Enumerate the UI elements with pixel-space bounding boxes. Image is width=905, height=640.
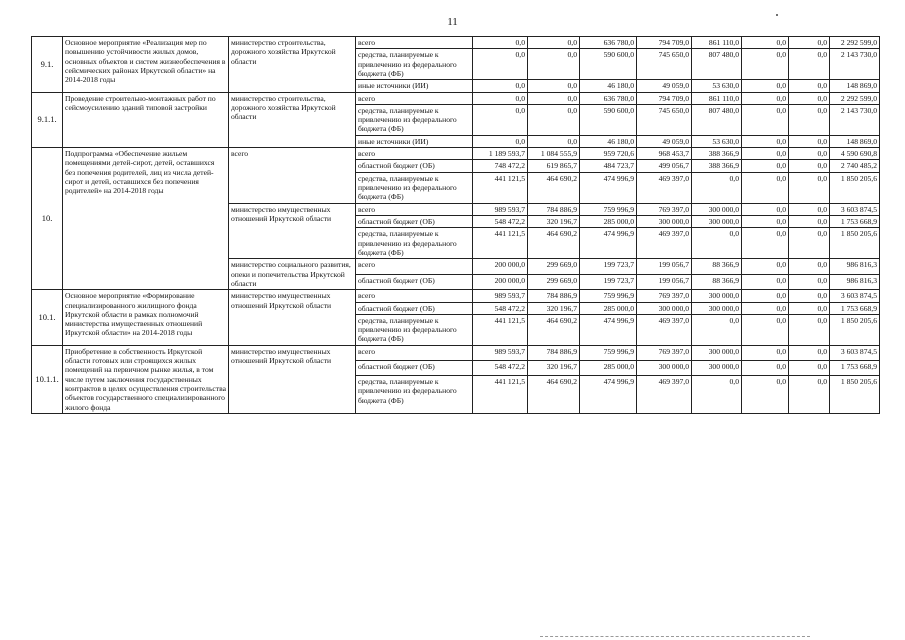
amount-cell: 636 780,0 bbox=[580, 92, 637, 104]
amount-cell: 0,0 bbox=[789, 345, 830, 360]
amount-cell: 0,0 bbox=[789, 259, 830, 274]
amount-cell: 968 453,7 bbox=[637, 148, 692, 160]
amount-cell: 320 196,7 bbox=[528, 216, 580, 228]
amount-cell: 2 143 730,0 bbox=[830, 104, 880, 135]
amount-cell: 3 603 874,5 bbox=[830, 203, 880, 215]
amount-cell: 548 472,2 bbox=[473, 360, 528, 375]
funding-source: средства, планируемые к привлечению из федерального бюджета (ФБ) bbox=[356, 104, 473, 135]
amount-cell: 441 121,5 bbox=[473, 228, 528, 259]
amount-cell: 300 000,0 bbox=[692, 203, 742, 215]
amount-cell: 548 472,2 bbox=[473, 216, 528, 228]
amount-cell: 0,0 bbox=[789, 314, 830, 345]
funding-source: средства, планируемые к привлечению из федерального бюджета (ФБ) bbox=[356, 314, 473, 345]
amount-cell: 148 869,0 bbox=[830, 80, 880, 92]
amount-cell: 441 121,5 bbox=[473, 172, 528, 203]
amount-cell: 0,0 bbox=[692, 375, 742, 413]
amount-cell: 0,0 bbox=[473, 37, 528, 49]
measure-name: Проведение строительно-монтажных работ по сейсмоусилению зданий типовой застройки bbox=[63, 92, 229, 148]
amount-cell: 0,0 bbox=[528, 49, 580, 80]
amount-cell: 0,0 bbox=[742, 290, 789, 302]
amount-cell: 0,0 bbox=[789, 148, 830, 160]
amount-cell: 861 110,0 bbox=[692, 37, 742, 49]
amount-cell: 759 996,9 bbox=[580, 203, 637, 215]
table-row bbox=[32, 345, 880, 360]
funding-source: средства, планируемые к привлечению из федерального бюджета (ФБ) bbox=[356, 172, 473, 203]
funding-source: областной бюджет (ОБ) bbox=[356, 302, 473, 314]
amount-cell: 199 723,7 bbox=[580, 274, 637, 289]
row-code: 10. bbox=[32, 148, 63, 290]
amount-cell: 989 593,7 bbox=[473, 290, 528, 302]
amount-cell: 0,0 bbox=[473, 104, 528, 135]
amount-cell: 590 600,0 bbox=[580, 104, 637, 135]
amount-cell: 0,0 bbox=[528, 92, 580, 104]
executor-name: министерство строительства, дорожного хозяйства Иркутской области bbox=[229, 92, 356, 148]
amount-cell: 959 720,6 bbox=[580, 148, 637, 160]
amount-cell: 636 780,0 bbox=[580, 37, 637, 49]
amount-cell: 388 366,9 bbox=[692, 160, 742, 172]
amount-cell: 0,0 bbox=[692, 314, 742, 345]
funding-source: всего bbox=[356, 345, 473, 360]
amount-cell: 0,0 bbox=[742, 345, 789, 360]
executor-name: министерство социального развития, опеки и попечительства Иркутской области bbox=[229, 259, 356, 290]
amount-cell: 1 753 668,9 bbox=[830, 216, 880, 228]
amount-cell: 0,0 bbox=[692, 228, 742, 259]
amount-cell: 0,0 bbox=[742, 216, 789, 228]
amount-cell: 199 056,7 bbox=[637, 274, 692, 289]
amount-cell: 794 709,0 bbox=[637, 37, 692, 49]
funding-source: областной бюджет (ОБ) bbox=[356, 274, 473, 289]
page-number: 11 bbox=[447, 16, 458, 28]
scan-speck bbox=[776, 14, 778, 16]
amount-cell: 2 143 730,0 bbox=[830, 49, 880, 80]
amount-cell: 441 121,5 bbox=[473, 375, 528, 413]
funding-source: всего bbox=[356, 203, 473, 215]
amount-cell: 784 886,9 bbox=[528, 345, 580, 360]
amount-cell: 320 196,7 bbox=[528, 302, 580, 314]
funding-source: средства, планируемые к привлечению из федерального бюджета (ФБ) bbox=[356, 228, 473, 259]
amount-cell: 285 000,0 bbox=[580, 360, 637, 375]
amount-cell: 4 590 690,8 bbox=[830, 148, 880, 160]
amount-cell: 474 996,9 bbox=[580, 228, 637, 259]
amount-cell: 49 059,0 bbox=[637, 135, 692, 147]
amount-cell: 200 000,0 bbox=[473, 274, 528, 289]
amount-cell: 807 480,0 bbox=[692, 49, 742, 80]
amount-cell: 484 723,7 bbox=[580, 160, 637, 172]
amount-cell: 3 603 874,5 bbox=[830, 345, 880, 360]
table-row bbox=[32, 37, 880, 49]
amount-cell: 499 056,7 bbox=[637, 160, 692, 172]
amount-cell: 300 000,0 bbox=[692, 290, 742, 302]
amount-cell: 0,0 bbox=[789, 172, 830, 203]
amount-cell: 1 850 205,6 bbox=[830, 314, 880, 345]
amount-cell: 0,0 bbox=[742, 314, 789, 345]
amount-cell: 1 753 668,9 bbox=[830, 360, 880, 375]
amount-cell: 49 059,0 bbox=[637, 80, 692, 92]
amount-cell: 388 366,9 bbox=[692, 148, 742, 160]
table-row bbox=[32, 290, 880, 302]
amount-cell: 199 723,7 bbox=[580, 259, 637, 274]
amount-cell: 861 110,0 bbox=[692, 92, 742, 104]
amount-cell: 53 630,0 bbox=[692, 80, 742, 92]
amount-cell: 299 669,0 bbox=[528, 259, 580, 274]
amount-cell: 0,0 bbox=[473, 135, 528, 147]
amount-cell: 441 121,5 bbox=[473, 314, 528, 345]
amount-cell: 0,0 bbox=[789, 80, 830, 92]
amount-cell: 300 000,0 bbox=[637, 216, 692, 228]
executor-name: министерство имущественных отношений Иркутской области bbox=[229, 203, 356, 259]
amount-cell: 285 000,0 bbox=[580, 302, 637, 314]
funding-source: всего bbox=[356, 92, 473, 104]
funding-source: средства, планируемые к привлечению из федерального бюджета (ФБ) bbox=[356, 375, 473, 413]
amount-cell: 0,0 bbox=[789, 135, 830, 147]
measure-name: Основное мероприятие «Формирование специализированного жилищного фонда Иркутской области в рамках полномочий министерства имущественных отношений Иркутской области» на 2014-2018 годы bbox=[63, 290, 229, 346]
amount-cell: 989 593,7 bbox=[473, 345, 528, 360]
table-body bbox=[32, 37, 880, 414]
amount-cell: 769 397,0 bbox=[637, 203, 692, 215]
amount-cell: 0,0 bbox=[742, 228, 789, 259]
amount-cell: 548 472,2 bbox=[473, 302, 528, 314]
amount-cell: 3 603 874,5 bbox=[830, 290, 880, 302]
amount-cell: 300 000,0 bbox=[637, 302, 692, 314]
amount-cell: 0,0 bbox=[742, 49, 789, 80]
funding-source: областной бюджет (ОБ) bbox=[356, 160, 473, 172]
table-row bbox=[32, 148, 880, 160]
amount-cell: 0,0 bbox=[742, 104, 789, 135]
scan-bottom-rule bbox=[540, 636, 810, 637]
funding-source: всего bbox=[356, 290, 473, 302]
amount-cell: 619 865,7 bbox=[528, 160, 580, 172]
amount-cell: 88 366,9 bbox=[692, 259, 742, 274]
amount-cell: 0,0 bbox=[789, 49, 830, 80]
amount-cell: 784 886,9 bbox=[528, 290, 580, 302]
amount-cell: 0,0 bbox=[473, 92, 528, 104]
amount-cell: 0,0 bbox=[742, 80, 789, 92]
amount-cell: 0,0 bbox=[473, 49, 528, 80]
amount-cell: 199 056,7 bbox=[637, 259, 692, 274]
amount-cell: 769 397,0 bbox=[637, 345, 692, 360]
amount-cell: 2 292 599,0 bbox=[830, 37, 880, 49]
amount-cell: 46 180,0 bbox=[580, 135, 637, 147]
amount-cell: 1 753 668,9 bbox=[830, 302, 880, 314]
amount-cell: 0,0 bbox=[742, 160, 789, 172]
funding-source: областной бюджет (ОБ) bbox=[356, 216, 473, 228]
amount-cell: 0,0 bbox=[742, 135, 789, 147]
amount-cell: 300 000,0 bbox=[637, 360, 692, 375]
funding-source: всего bbox=[356, 148, 473, 160]
funding-source: всего bbox=[356, 37, 473, 49]
amount-cell: 1 189 593,7 bbox=[473, 148, 528, 160]
amount-cell: 0,0 bbox=[789, 216, 830, 228]
amount-cell: 0,0 bbox=[789, 375, 830, 413]
amount-cell: 469 397,0 bbox=[637, 172, 692, 203]
funding-source: иные источники (ИИ) bbox=[356, 135, 473, 147]
funding-source: иные источники (ИИ) bbox=[356, 80, 473, 92]
measure-name: Подпрограмма «Обеспечение жильем помещениями детей-сирот, детей, оставшихся без попечения родителей, лиц из числа детей-сирот и детей, оставшихся без попечения родителей» на 2014-2018 годы bbox=[63, 148, 229, 290]
amount-cell: 0,0 bbox=[789, 360, 830, 375]
amount-cell: 0,0 bbox=[789, 37, 830, 49]
amount-cell: 986 816,3 bbox=[830, 274, 880, 289]
amount-cell: 0,0 bbox=[789, 228, 830, 259]
amount-cell: 0,0 bbox=[742, 37, 789, 49]
amount-cell: 0,0 bbox=[742, 274, 789, 289]
amount-cell: 1 850 205,6 bbox=[830, 228, 880, 259]
amount-cell: 464 690,2 bbox=[528, 314, 580, 345]
amount-cell: 200 000,0 bbox=[473, 259, 528, 274]
amount-cell: 469 397,0 bbox=[637, 314, 692, 345]
amount-cell: 745 650,0 bbox=[637, 49, 692, 80]
amount-cell: 989 593,7 bbox=[473, 203, 528, 215]
amount-cell: 285 000,0 bbox=[580, 216, 637, 228]
amount-cell: 0,0 bbox=[742, 360, 789, 375]
amount-cell: 0,0 bbox=[528, 37, 580, 49]
amount-cell: 469 397,0 bbox=[637, 375, 692, 413]
amount-cell: 0,0 bbox=[789, 274, 830, 289]
executor-name: министерство имущественных отношений Иркутской области bbox=[229, 345, 356, 413]
amount-cell: 2 292 599,0 bbox=[830, 92, 880, 104]
table-row bbox=[32, 92, 880, 104]
amount-cell: 464 690,2 bbox=[528, 172, 580, 203]
amount-cell: 0,0 bbox=[528, 80, 580, 92]
amount-cell: 784 886,9 bbox=[528, 203, 580, 215]
amount-cell: 300 000,0 bbox=[692, 302, 742, 314]
amount-cell: 1 084 555,9 bbox=[528, 148, 580, 160]
amount-cell: 148 869,0 bbox=[830, 135, 880, 147]
amount-cell: 0,0 bbox=[692, 172, 742, 203]
amount-cell: 0,0 bbox=[789, 302, 830, 314]
funding-source: средства, планируемые к привлечению из федерального бюджета (ФБ) bbox=[356, 49, 473, 80]
amount-cell: 300 000,0 bbox=[692, 360, 742, 375]
measure-name: Основное мероприятие «Реализация мер по повышению устойчивости жилых домов, основных объектов и систем жизнеобеспечения в сейсмических районах Иркутской области» на 2014-2018 годы bbox=[63, 37, 229, 93]
amount-cell: 769 397,0 bbox=[637, 290, 692, 302]
amount-cell: 0,0 bbox=[528, 135, 580, 147]
amount-cell: 53 630,0 bbox=[692, 135, 742, 147]
amount-cell: 0,0 bbox=[742, 302, 789, 314]
amount-cell: 300 000,0 bbox=[692, 345, 742, 360]
amount-cell: 474 996,9 bbox=[580, 375, 637, 413]
amount-cell: 1 850 205,6 bbox=[830, 172, 880, 203]
amount-cell: 745 650,0 bbox=[637, 104, 692, 135]
amount-cell: 0,0 bbox=[742, 259, 789, 274]
amount-cell: 0,0 bbox=[789, 92, 830, 104]
funding-table bbox=[31, 36, 880, 414]
amount-cell: 590 600,0 bbox=[580, 49, 637, 80]
amount-cell: 464 690,2 bbox=[528, 228, 580, 259]
amount-cell: 748 472,2 bbox=[473, 160, 528, 172]
amount-cell: 0,0 bbox=[789, 160, 830, 172]
amount-cell: 0,0 bbox=[789, 203, 830, 215]
executor-name: всего bbox=[229, 148, 356, 204]
amount-cell: 0,0 bbox=[742, 148, 789, 160]
amount-cell: 320 196,7 bbox=[528, 360, 580, 375]
amount-cell: 0,0 bbox=[473, 80, 528, 92]
amount-cell: 759 996,9 bbox=[580, 290, 637, 302]
amount-cell: 469 397,0 bbox=[637, 228, 692, 259]
amount-cell: 474 996,9 bbox=[580, 172, 637, 203]
amount-cell: 0,0 bbox=[528, 104, 580, 135]
amount-cell: 0,0 bbox=[742, 92, 789, 104]
amount-cell: 474 996,9 bbox=[580, 314, 637, 345]
amount-cell: 2 740 485,2 bbox=[830, 160, 880, 172]
row-code: 9.1. bbox=[32, 37, 63, 93]
row-code: 9.1.1. bbox=[32, 92, 63, 148]
amount-cell: 0,0 bbox=[742, 172, 789, 203]
amount-cell: 794 709,0 bbox=[637, 92, 692, 104]
funding-source: всего bbox=[356, 259, 473, 274]
amount-cell: 807 480,0 bbox=[692, 104, 742, 135]
row-code: 10.1. bbox=[32, 290, 63, 346]
amount-cell: 0,0 bbox=[742, 375, 789, 413]
executor-name: министерство имущественных отношений Иркутской области bbox=[229, 290, 356, 346]
amount-cell: 299 669,0 bbox=[528, 274, 580, 289]
amount-cell: 1 850 205,6 bbox=[830, 375, 880, 413]
amount-cell: 300 000,0 bbox=[692, 216, 742, 228]
funding-source: областной бюджет (ОБ) bbox=[356, 360, 473, 375]
row-code: 10.1.1. bbox=[32, 345, 63, 413]
amount-cell: 0,0 bbox=[789, 104, 830, 135]
amount-cell: 0,0 bbox=[742, 203, 789, 215]
measure-name: Приобретение в собственность Иркутской области готовых или строящихся жилых помещений на первичном рынке жилья, в том числе путем заключения государственных контрактов в целях осуществления строительства объектов государственного специализированного жилого фонда bbox=[63, 345, 229, 413]
amount-cell: 88 366,9 bbox=[692, 274, 742, 289]
amount-cell: 986 816,3 bbox=[830, 259, 880, 274]
executor-name: министерство строительства, дорожного хозяйства Иркутской области bbox=[229, 37, 356, 93]
amount-cell: 759 996,9 bbox=[580, 345, 637, 360]
amount-cell: 46 180,0 bbox=[580, 80, 637, 92]
amount-cell: 0,0 bbox=[789, 290, 830, 302]
amount-cell: 464 690,2 bbox=[528, 375, 580, 413]
